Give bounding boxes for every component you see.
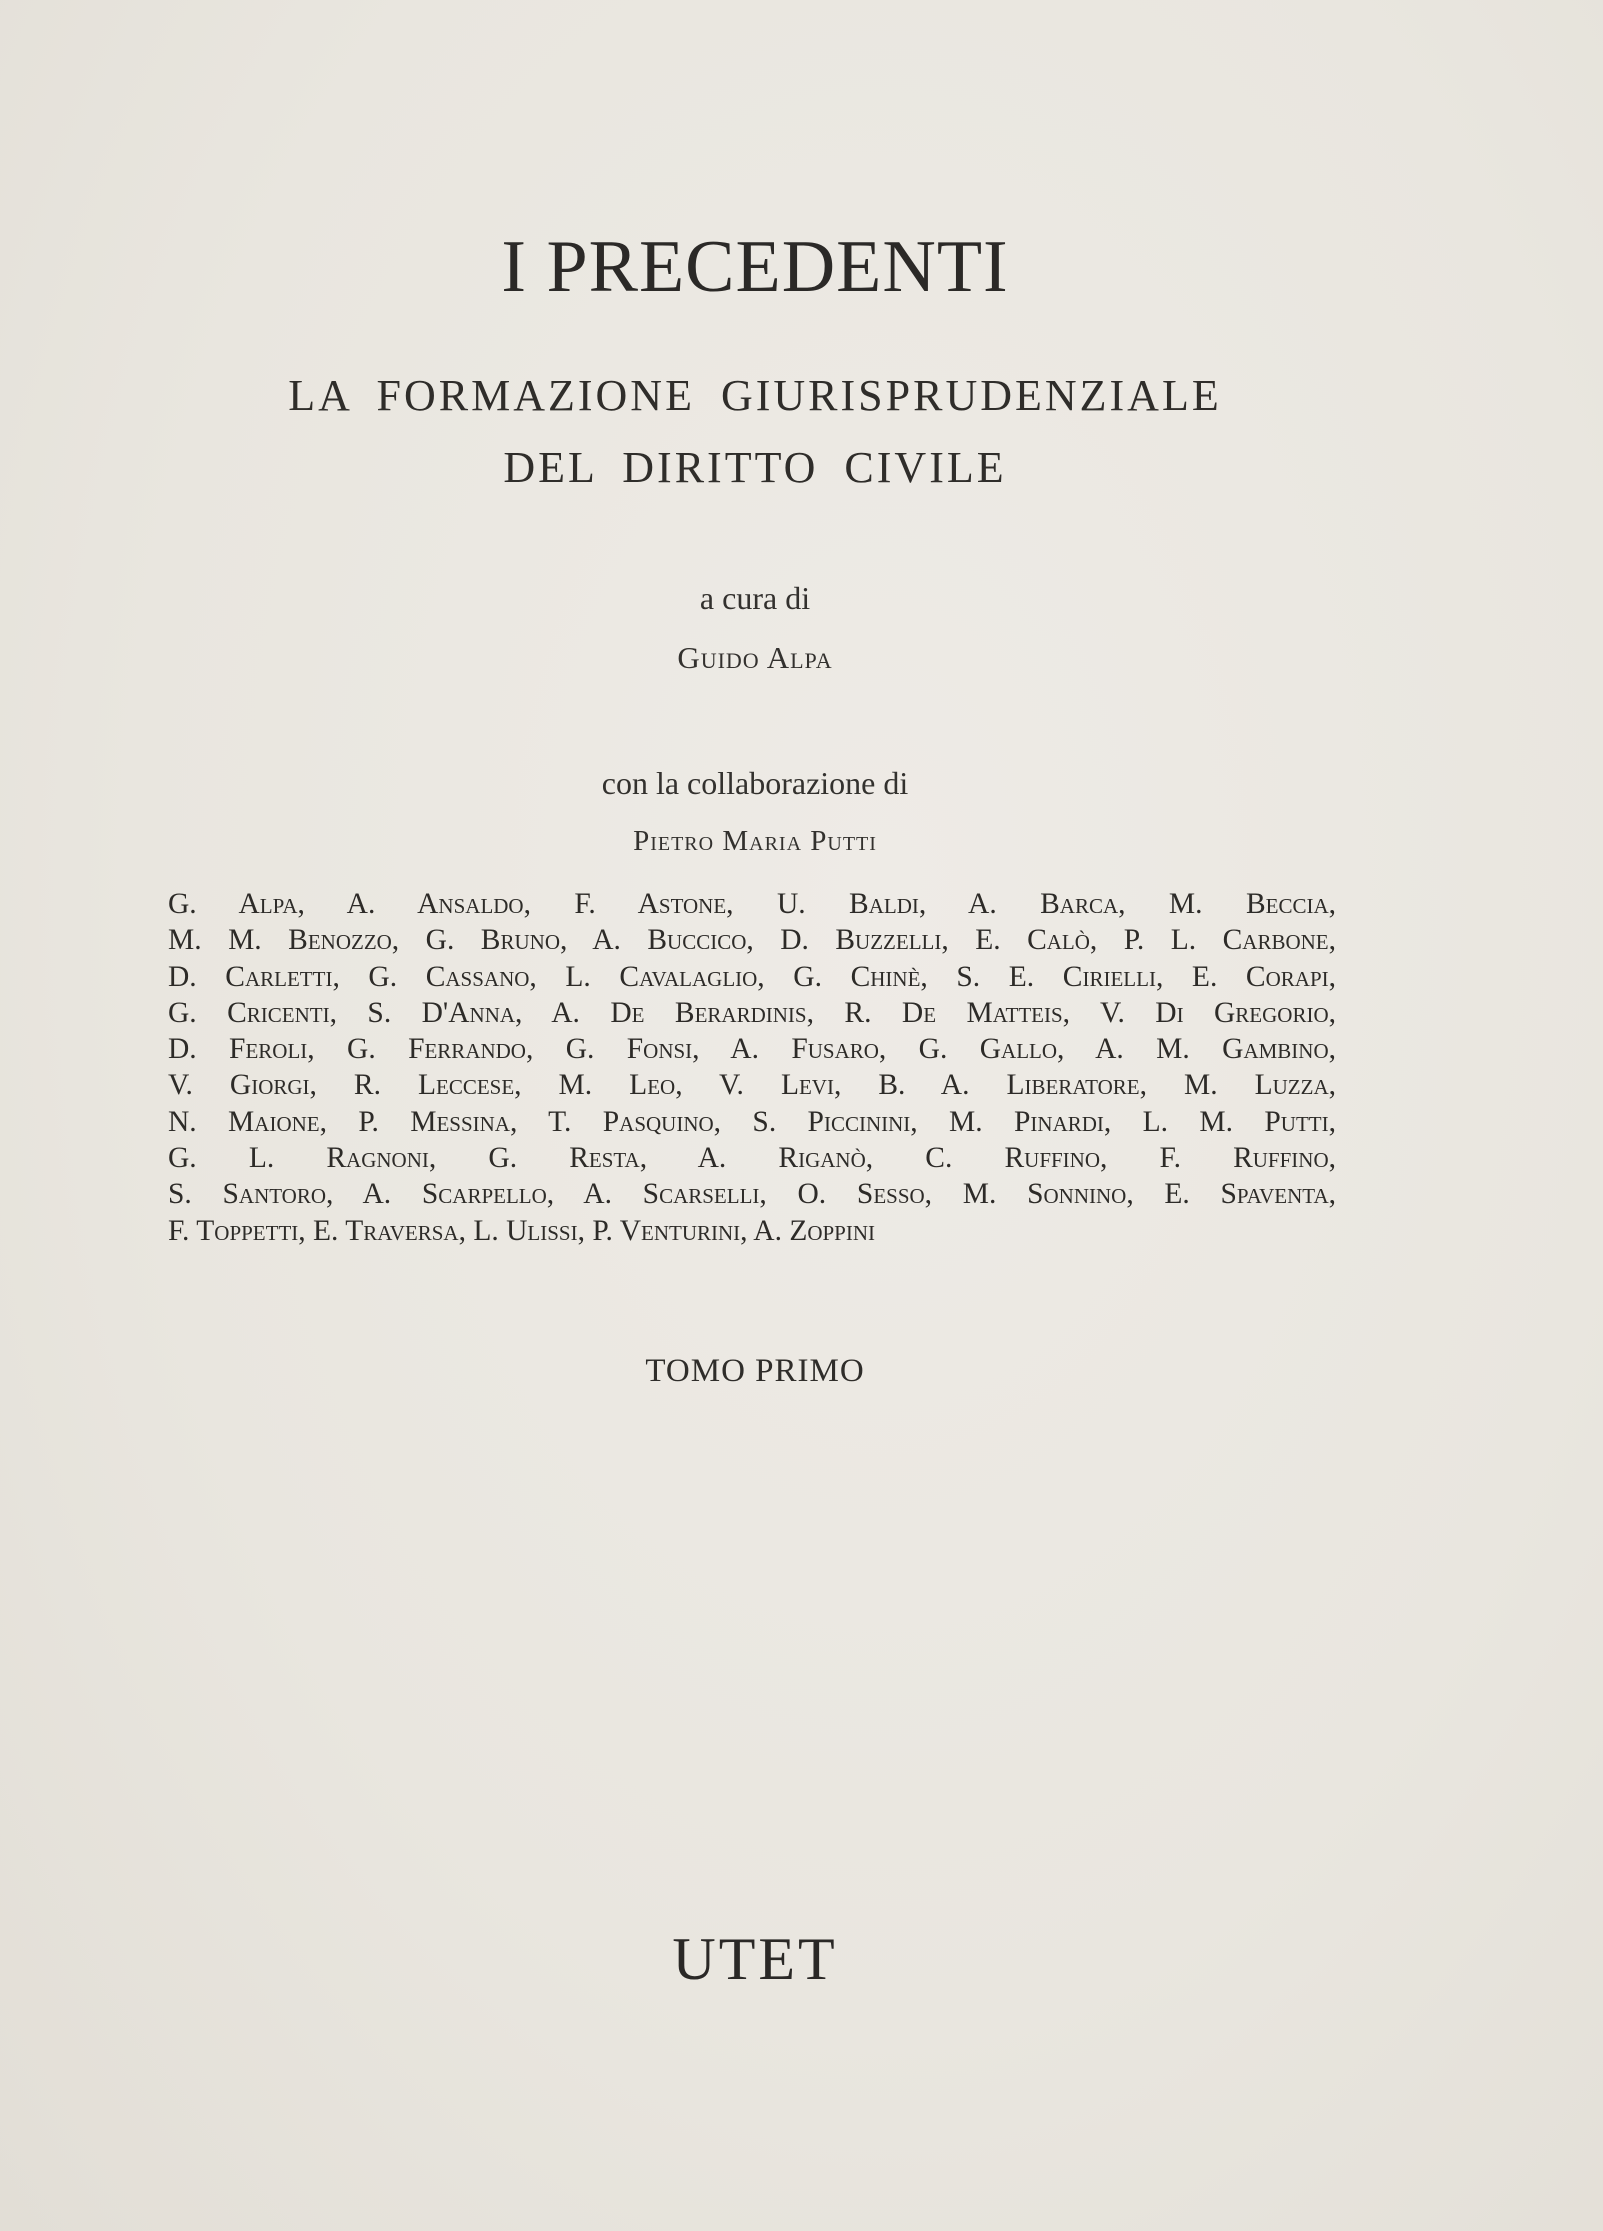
contributors-list (168, 886, 1336, 1249)
contributors-line: S. Santoro, A. Scarpello, A. Scarselli, O. Sesso, M. Sonnino, E. Spaventa, (168, 1178, 1336, 1211)
contributors-line: G. L. Ragnoni, G. Resta, A. Riganò, C. Ruffino, F. Ruffino, (168, 1142, 1336, 1175)
curator-name: Guido Alpa (677, 640, 833, 675)
subtitle-line-1: LA FORMAZIONE GIURISPRUDENZIALE (288, 371, 1222, 420)
contributors-line: D. Carletti, G. Cassano, L. Cavalaglio, G. Chinè, S. E. Cirielli, E. Corapi, (168, 960, 1336, 993)
contributors-line: D. Feroli, G. Ferrando, G. Fonsi, A. Fusaro, G. Gallo, A. M. Gambino, (168, 1033, 1336, 1066)
contributors-line: N. Maione, P. Messina, T. Pasquino, S. Piccinini, M. Pinardi, L. M. Putti, (168, 1105, 1336, 1138)
book-title: I PRECEDENTI (501, 226, 1009, 308)
tome-label: TOMO PRIMO (645, 1353, 865, 1389)
curator-label: a cura di (699, 580, 811, 616)
contributors-line: G. Alpa, A. Ansaldo, F. Astone, U. Baldi, A. Barca, M. Beccia, (168, 888, 1336, 920)
subtitle-line-2: DEL DIRITTO CIVILE (503, 443, 1007, 492)
collaboration-label: con la collaborazione di (601, 765, 909, 801)
publisher-name: UTET (672, 1926, 838, 1992)
contributors-line: V. Giorgi, R. Leccese, M. Leo, V. Levi, B. A. Liberatore, M. Luzza, (168, 1069, 1336, 1102)
collaborator-name: Pietro Maria Putti (633, 825, 877, 857)
contributors-line: F. Toppetti, E. Traversa, L. Ulissi, P. Venturini, A. Zoppini (168, 1214, 876, 1247)
contributors-line: M. M. Benozzo, G. Bruno, A. Buccico, D. Buzzelli, E. Calò, P. L. Carbone, (168, 924, 1336, 957)
contributors-line: G. Cricenti, S. D'Anna, A. De Berardinis, R. De Matteis, V. Di Gregorio, (168, 996, 1336, 1029)
